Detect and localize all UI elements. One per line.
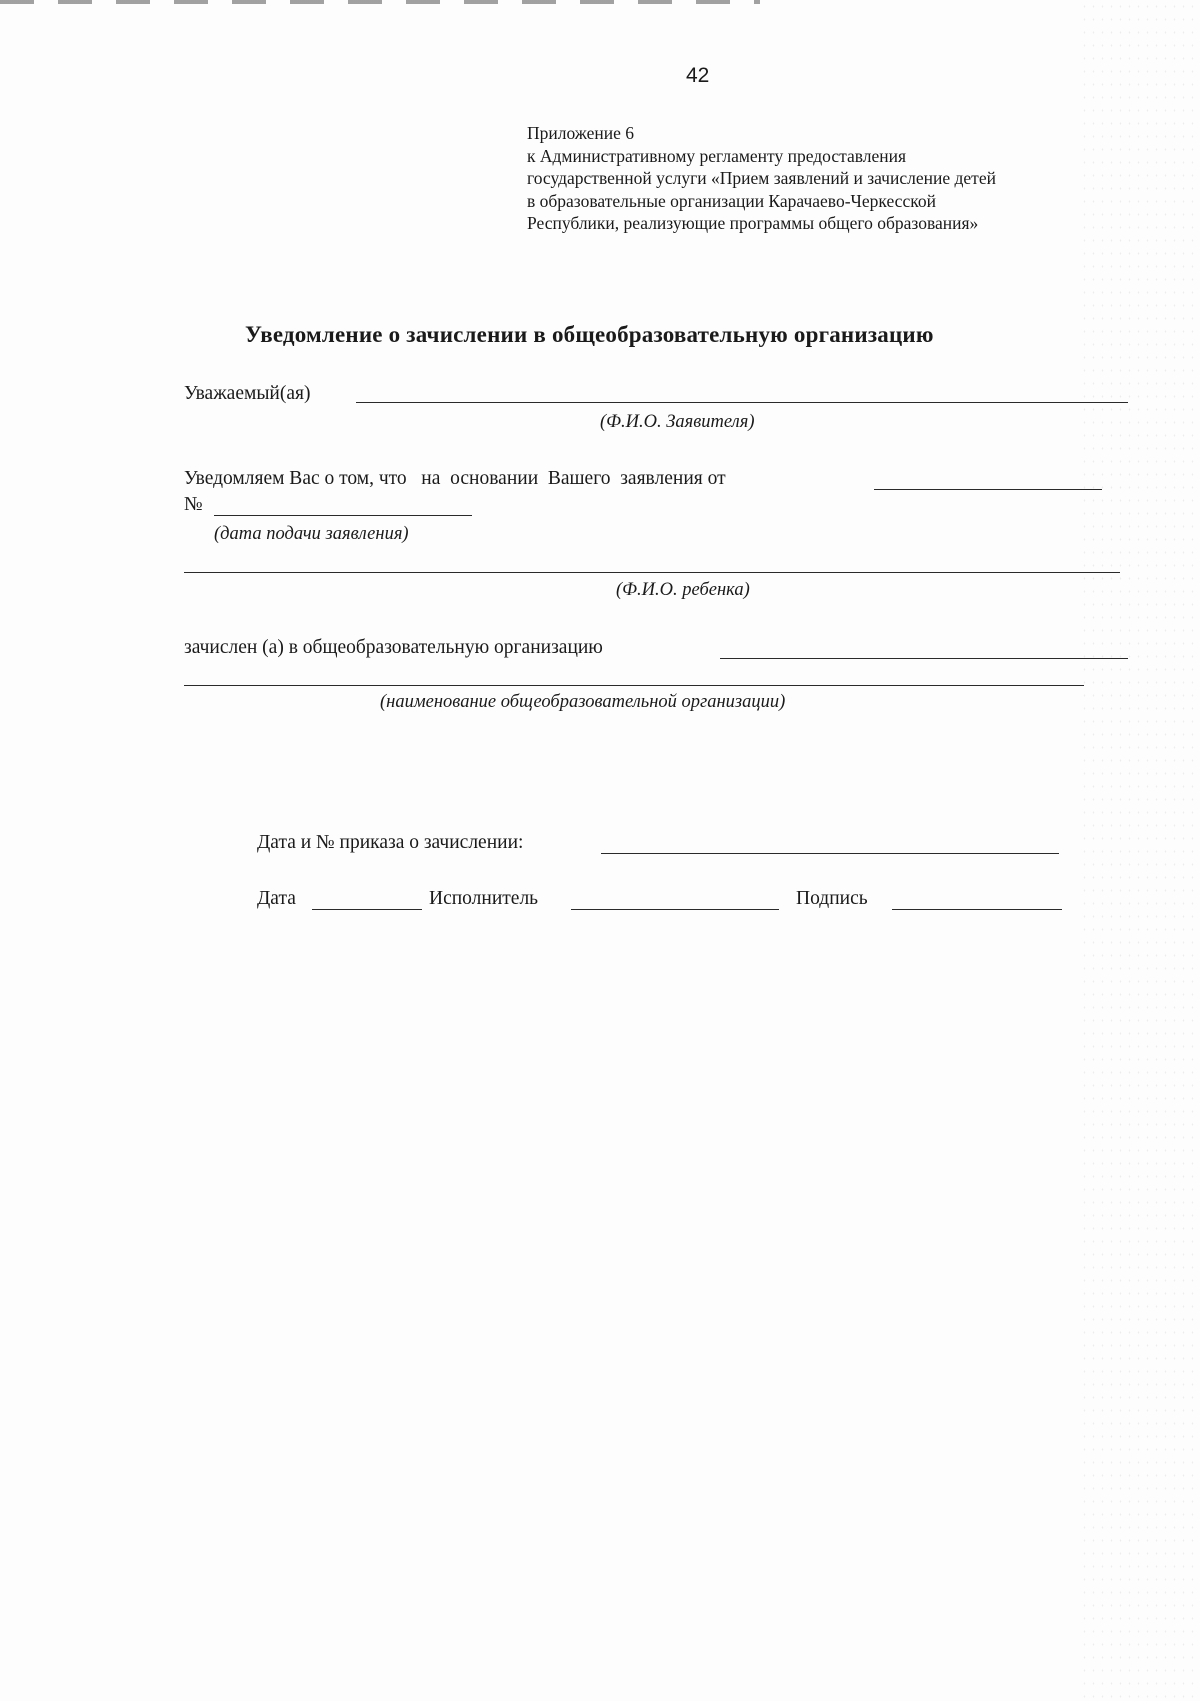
applicant-name-field[interactable]	[356, 402, 1128, 403]
document-title: Уведомление о зачислении в общеобразовательную организацию	[245, 322, 934, 347]
child-name-field[interactable]	[184, 572, 1120, 573]
child-name-hint: (Ф.И.О. ребенка)	[616, 580, 750, 600]
appendix-title: Приложение 6	[527, 123, 635, 143]
enrolled-text: зачислен (а) в общеобразовательную организацию	[184, 637, 603, 658]
executor-label: Исполнитель	[429, 888, 539, 909]
signature-field[interactable]	[892, 909, 1062, 910]
notify-text: Уведомляем Вас о том, что на основании Вашего заявления от	[184, 468, 726, 489]
executor-field[interactable]	[571, 909, 779, 910]
order-label: Дата и № приказа о зачислении:	[257, 832, 524, 853]
order-field[interactable]	[601, 853, 1059, 854]
appendix-line: Республики, реализующие программы общего образования»	[527, 213, 979, 233]
salutation-label: Уважаемый(ая)	[184, 383, 311, 404]
date-label: Дата	[257, 888, 296, 909]
organization-hint: (наименование общеобразовательной организации)	[380, 692, 786, 712]
application-date-field[interactable]	[874, 489, 1102, 490]
scan-artifact-top	[0, 0, 760, 4]
appendix-header	[527, 122, 1147, 235]
application-date-hint: (дата подачи заявления)	[214, 524, 409, 544]
application-number-field[interactable]	[214, 515, 472, 516]
organization-field-line2[interactable]	[184, 685, 1084, 686]
date-field[interactable]	[312, 909, 422, 910]
appendix-line: государственной услуги «Прием заявлений и зачисление детей	[527, 168, 996, 188]
number-label: №	[184, 494, 203, 515]
signature-label: Подпись	[796, 888, 868, 909]
appendix-line: к Административному регламенту предоставления	[527, 145, 907, 166]
organization-field[interactable]	[720, 658, 1128, 659]
scan-noise-right	[1080, 0, 1200, 1701]
applicant-name-hint: (Ф.И.О. Заявителя)	[600, 412, 755, 432]
page-number: 42	[686, 64, 710, 87]
appendix-line: в образовательные организации Карачаево-Черкесской	[527, 190, 936, 211]
